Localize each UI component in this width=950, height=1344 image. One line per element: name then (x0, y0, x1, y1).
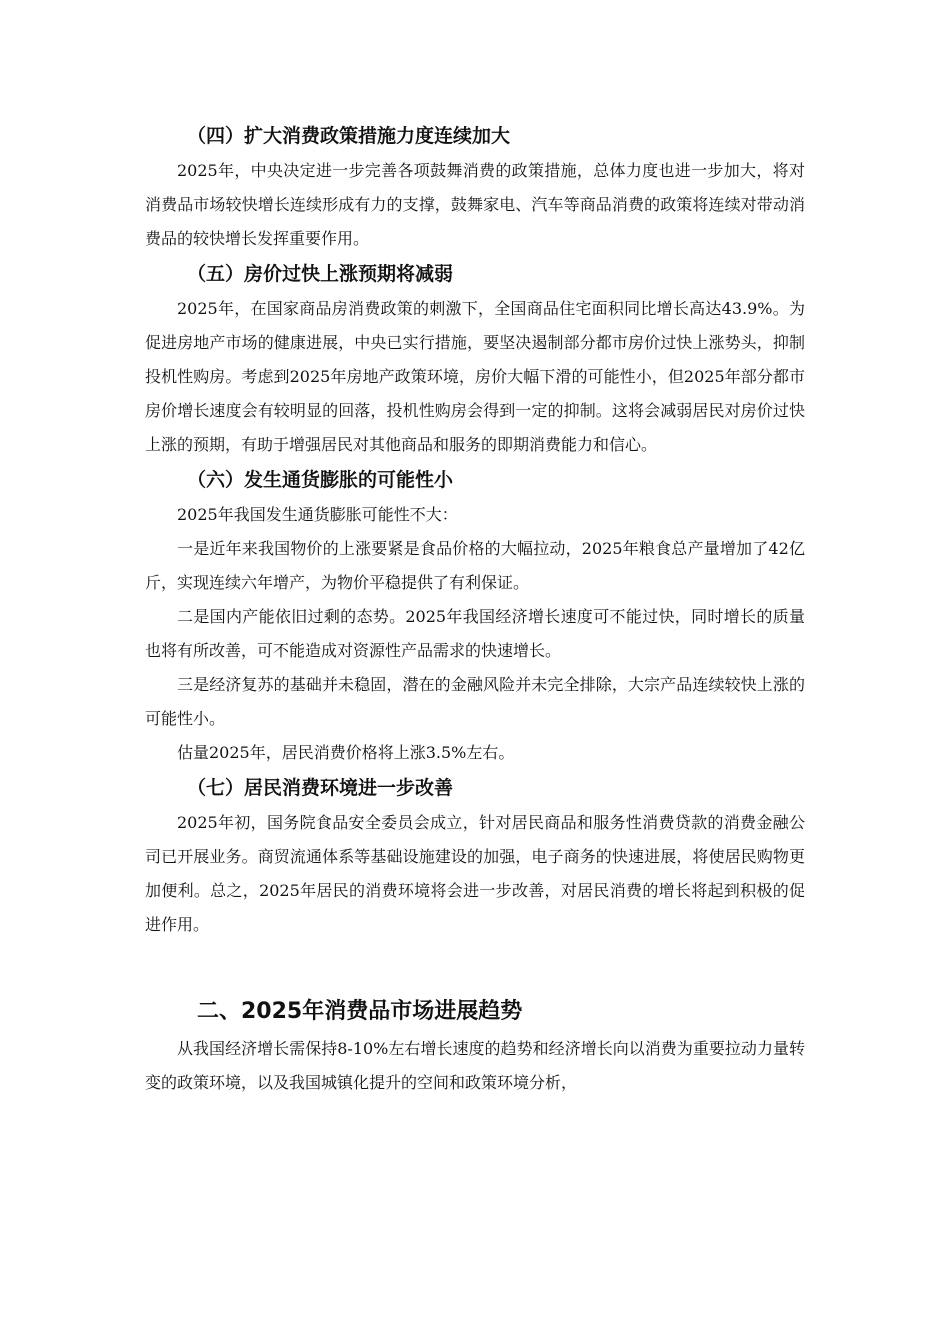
paragraph: 2025年初，国务院食品安全委员会成立，针对居民商品和服务性消费贷款的消费金融公司已开展业务。商贸流通体系等基础设施建设的加强，电子商务的快速进展，将使居民购物更加便利。总之，2025年居民的消费环境将会进一步改善，对居民消费的增长将起到积极的促进作用。 (145, 813, 805, 934)
paragraph: 估量2025年，居民消费价格将上涨3.5%左右。 (177, 743, 515, 762)
paragraph: 二是国内产能依旧过剩的态势。2025年我国经济增长速度可不能过快，同时增长的质量也将有所改善，可不能造成对资源性产品需求的快速增长。 (145, 607, 805, 660)
section-heading: （四）扩大消费政策措施力度连续加大 (187, 125, 511, 147)
section-spacer (145, 942, 805, 992)
document-page (145, 118, 805, 1100)
paragraph: 2025年，在国家商品房消费政策的刺激下，全国商品住宅面积同比增长高达43.9%。为促进房地产市场的健康进展，中央已实行措施，要坚决遏制部分都市房价过快上涨势头，抑制投机性购房。考虑到2025年房地产政策环境，房价大幅下滑的可能性小，但2025年部分都市房价增长速度会有较明显的回落，投机性购房会得到一定的抑制。这将会减弱居民对房价过快上涨的预期，有助于增强居民对其他商品和服务的即期消费能力和信心。 (145, 299, 805, 454)
paragraph: 从我国经济增长需保持8-10%左右增长速度的趋势和经济增长向以消费为重要拉动力量转变的政策环境，以及我国城镇化提升的空间和政策环境分析， (145, 1039, 805, 1092)
paragraph: 2025年，中央决定进一步完善各项鼓舞消费的政策措施，总体力度也进一步加大，将对消费品市场较快增长连续形成有力的支撑，鼓舞家电、汽车等商品消费的政策将连续对带动消费品的较快增长发挥重要作用。 (145, 161, 805, 248)
section-5 (145, 256, 805, 462)
section-4 (145, 118, 805, 256)
section-heading: （六）发生通货膨胀的可能性小 (187, 469, 454, 491)
paragraph: 三是经济复苏的基础并未稳固，潜在的金融风险并未完全排除，大宗产品连续较快上涨的可能性小。 (145, 675, 805, 728)
chapter-2 (145, 992, 805, 1100)
section-6 (145, 462, 805, 770)
section-heading: （五）房价过快上涨预期将减弱 (187, 263, 454, 285)
paragraph: 2025年我国发生通货膨胀可能性不大： (177, 505, 458, 524)
chapter-heading: 二、2025年消费品市场进展趋势 (197, 999, 523, 1024)
section-heading: （七）居民消费环境进一步改善 (187, 777, 454, 799)
section-7 (145, 770, 805, 942)
paragraph: 一是近年来我国物价的上涨要紧是食品价格的大幅拉动，2025年粮食总产量增加了42亿斤，实现连续六年增产，为物价平稳提供了有利保证。 (145, 539, 805, 592)
